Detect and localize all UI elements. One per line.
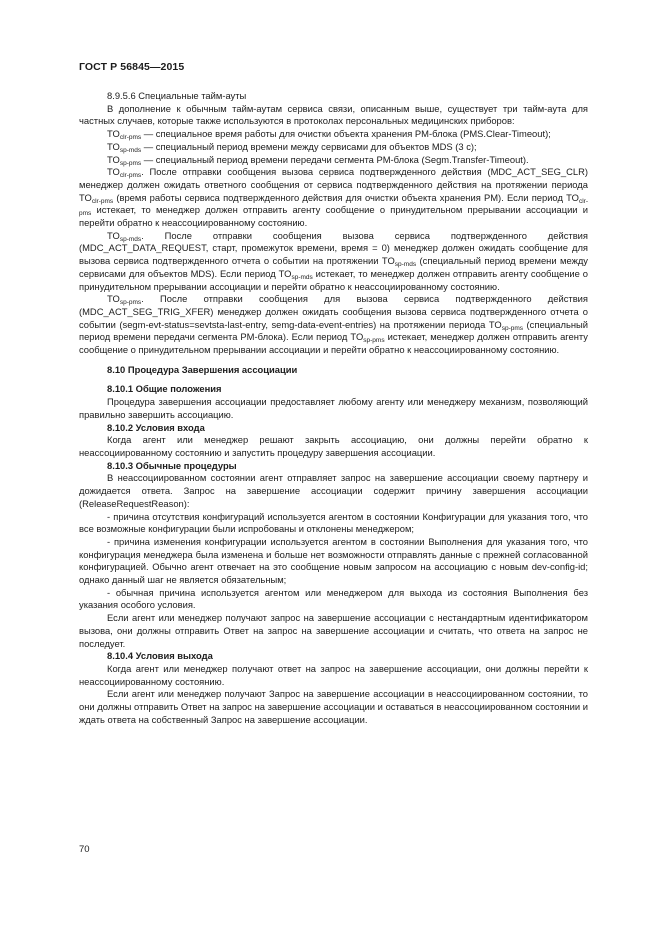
paragraph: Если агент или менеджер получают Запрос на завершение ассоциации в неассоциированном состоянии, то они должны отправить Ответ на запрос на завершение ассоциации и оставаться в неассоциированном состоянии и ждать ответа на собственный Запрос на завершение ассоциации. bbox=[79, 688, 588, 725]
paragraph: В дополнение к обычным тайм-аутам сервиса связи, описанным выше, существует три тайм-аута для частных случаев, которые также используются в протоколах персональных медицинских приборов: bbox=[79, 102, 588, 127]
definition-item: $TO_{clr-pms}$ — специальное время работы для очистки объекта хранения PM-блока (PMS.Clear-Timeout); bbox=[107, 128, 551, 142]
section-heading: 8.10 Процедура Завершения ассоциации bbox=[107, 363, 298, 375]
paragraph: Когда агент или менеджер решают закрыть ассоциацию, они должны перейти обратно к неассоциированному состоянию и запустить процедуру завершения ассоциации. bbox=[79, 434, 588, 458]
paragraph: Процедура завершения ассоциации предоставляет любому агенту или менеджеру механизм, позволяющий правильно завершить ассоциацию. bbox=[79, 396, 588, 420]
paragraph: Когда агент или менеджер получают ответ на запрос на завершение ассоциации, они должны перейти к неассоциированному состоянию. bbox=[79, 662, 588, 687]
subsection-heading: 8.10.3 Обычные процедуры bbox=[107, 459, 237, 471]
paragraph: Если агент или менеджер получают запрос на завершение ассоциации с нестандартным идентификатором вызова, они должны отправить Ответ на запрос на завершение ассоциации и считать, что ответа на запрос не последует. bbox=[79, 612, 588, 649]
subsection-heading: 8.10.2 Условия входа bbox=[107, 421, 205, 433]
page-body bbox=[79, 90, 588, 726]
paragraph: $TO_{sp-mds}$. После отправки сообщения вызова сервиса подтвержденного действия (MDC_ACT_DATA_REQUEST, старт, промежуток времени, время = 0) менеджер должен ожидать сообщение для вызова сервиса подтвержденного отчета о событии на протяжении $TO_{sp-mds}$ (специальный период времени между сервисами для объектов MDS). Если период $TO_{sp-mds}$ истекает, то менеджер должен отправить агенту сообщение о принудительном прерывании ассоциации и перейти обратно к неассоциированному состоянию. bbox=[79, 229, 588, 292]
subsection-heading: 8.9.5.6 Специальные тайм-ауты bbox=[107, 90, 247, 101]
subsection-heading: 8.10.4 Условия выхода bbox=[107, 650, 213, 662]
list-item: - обычная причина используется агентом или менеджером для выхода из состояния Выполнения без указания особого условия. bbox=[79, 586, 588, 611]
list-item: - причина изменения конфигурации используется агентом в состоянии Выполнения для указания того, что конфигурация менеджера была изменена и больше нет возможности отправлять данные с прежней согласованной конфигурацией. Обычно агент отвечает на это сообщение новым запросом на ассоциацию с новым dev-config-id; однако данный шаг не является обязательным; bbox=[79, 535, 588, 586]
paragraph: $TO_{sp-pms}$. После отправки сообщения для вызова сервиса подтвержденного действия (MDC_ACT_SEG_TRIG_XFER) менеджер должен ожидать сообщения вызова сервиса подтвержденного отчета о событии (segm-evt-status=sevtsta-last-entry, semg-data-event-entries) на протяжении периода $TO_{sp-pms}$ (специальный период времени передачи сегмента PM-блока). Если период $TO_{sp-pms}$ истекает, менеджер должен отправить агенту сообщение о принудительном прерывании ассоциации и перейти обратно к неассоциированному состоянию. bbox=[79, 293, 588, 356]
page-number: 70 bbox=[79, 844, 90, 855]
list-item: - причина отсутствия конфигураций используется агентом в состоянии Конфигурации для указания того, что все возможные конфигурации были испробованы и отклонены менеджером; bbox=[79, 510, 588, 535]
definition-item: $TO_{sp-pms}$ — специальный период времени передачи сегмента PM-блока (Segm.Transfer-Timeout). bbox=[107, 153, 529, 167]
subsection-heading: 8.10.1 Общие положения bbox=[107, 383, 222, 395]
paragraph: В неассоциированном состоянии агент отправляет запрос на завершение ассоциации своему партнеру и дожидается ответа. Запрос на завершение ассоциации содержит причину завершения ассоциации (ReleaseRequestReason): bbox=[79, 472, 588, 509]
paragraph: $TO_{clr-pms}$. После отправки сообщения вызова сервиса подтвержденного действия (MDC_ACT_SEG_CLR) менеджер должен ожидать ответного сообщения от сервиса подтвержденного действия на протяжении периода $TO_{clr-pms}$ (время работы сервиса подтвержденного действия для очистки объекта хранения PM). Если период $TO_{clr-pms}$ истекает, то менеджер должен отправить агенту сообщение о принудительном прерывании ассоциации и перейти обратно к неассоциированному состоянию. bbox=[79, 166, 588, 229]
document-header: ГОСТ Р 56845—2015 bbox=[79, 61, 185, 73]
definition-item: $TO_{sp-mds}$ — специальный период времени между сервисами для объектов MDS (3 с); bbox=[107, 140, 477, 154]
